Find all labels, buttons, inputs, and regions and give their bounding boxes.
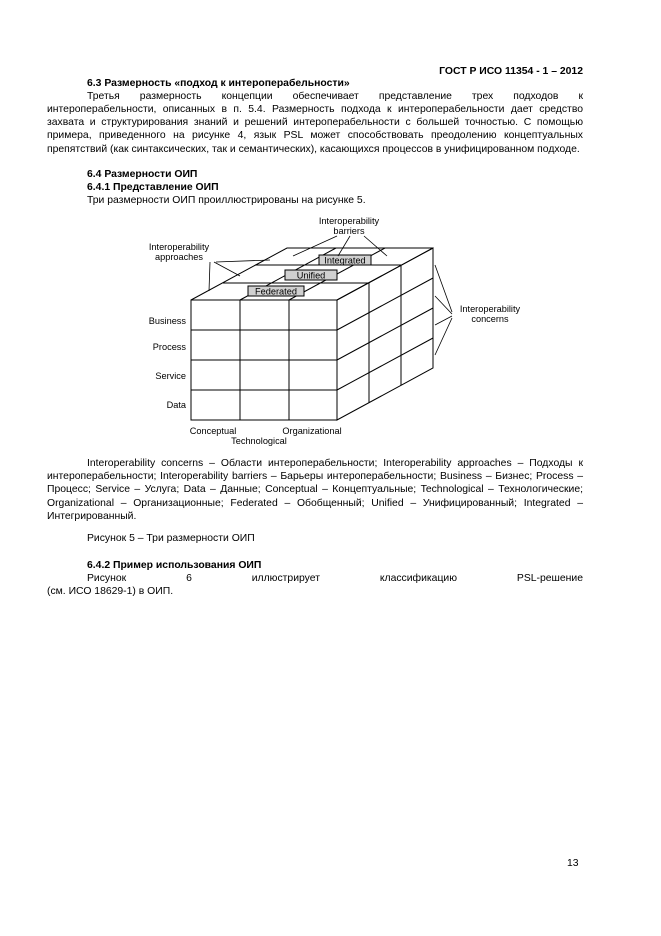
row-label-process: Process	[152, 342, 186, 352]
concerns-label-line2: concerns	[471, 314, 509, 324]
legend-text: Interoperability concerns – Области интероперабельности; Interoperability approaches – Подходы к интероперабельности; Interoperability barriers – Барьеры интероперабельности; Business – Бизнес; Process – Процесс; Service – Услуга; Data – Данные; Conceptual – Концептуальные; Technological – Технологические; Organizational – Организационные; Federated – Обобщенный; Unified – Унифицированный; Integrated – Интегрированный.	[47, 458, 583, 522]
section-6-3-paragraph: интероперабельности, описанных в п. 5.4. Размерность подхода к интероперабельности дает средство захвата и структурирования знаний и решений интероперабельности с большей точностью. С помощью примера, приведенного на рисунке 4, язык PSL может способствовать преодолению концептуальных препятствий (как синтаксических, так и семантических), касающихся процессов в унифицированном подходе.	[47, 104, 583, 155]
section-6-4-heading: 6.4 Размерности ОИП	[87, 169, 198, 180]
approaches-label-line2: approaches	[154, 252, 204, 262]
concerns-label-line1: Interoperability	[459, 304, 521, 314]
page-number: 13	[567, 858, 579, 869]
section-6-4-2-second-line: (см. ИСО 18629-1) в ОИП.	[47, 586, 174, 597]
row-label-data: Data	[166, 400, 186, 410]
federated-label: Federated	[255, 286, 297, 297]
section-6-4-1-heading: 6.4.1 Представление ОИП	[87, 182, 219, 193]
col-label-organizational: Organizational	[282, 426, 342, 436]
section-6-4-1-text: Три размерности ОИП проиллюстрированы на рисунке 5.	[87, 195, 366, 206]
legend-paragraph	[47, 457, 583, 523]
integrated-label: Integrated	[324, 255, 366, 266]
section-6-3-heading: 6.3 Размерность «подход к интероперабельности»	[87, 78, 350, 89]
document-header: ГОСТ Р ИСО 11354 - 1 – 2012	[439, 66, 583, 77]
approaches-label-line1: Interoperability	[148, 242, 210, 252]
col-label-conceptual: Conceptual	[189, 426, 237, 436]
figure-caption: Рисунок 5 – Три размерности ОИП	[87, 533, 255, 544]
row-label-service: Service	[155, 371, 186, 381]
col-label-technological: Technological	[231, 436, 287, 446]
figure-5-cube-diagram	[0, 210, 661, 450]
barriers-label-line1: Interoperability	[318, 216, 380, 226]
section-6-3-first-line: Третья размерность концепции обеспечивает представление трех подходов к	[87, 91, 583, 102]
section-6-4-2-heading: 6.4.2 Пример использования ОИП	[87, 560, 262, 571]
section-6-4-2-first-line: Рисунок 6 иллюстрирует классификацию PSL-решение	[87, 573, 583, 584]
barriers-label-line2: barriers	[333, 226, 365, 236]
unified-label: Unified	[296, 270, 326, 281]
row-label-business: Business	[148, 316, 186, 326]
